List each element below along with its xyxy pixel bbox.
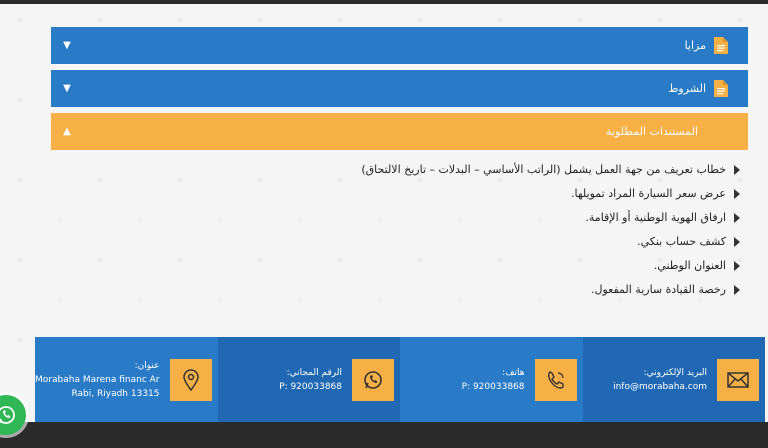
phone-text: هاتف: P: 920033868 — [461, 367, 525, 392]
contact-info-band — [35, 337, 765, 422]
bullet-icon — [734, 237, 740, 247]
chevron-up-icon: ▲ — [63, 126, 71, 137]
chevron-down-icon: ▼ — [63, 40, 71, 51]
list-item: ارفاق الهوية الوطنية أو الإقامة. — [180, 211, 740, 225]
contact-address — [35, 337, 218, 422]
contact-phone — [400, 337, 583, 422]
email-text: البريد الإلكتروني: info@morabaha.com — [613, 367, 707, 392]
accordion-title — [668, 80, 728, 97]
chevron-down-icon: ▼ — [63, 83, 71, 94]
contact-email — [583, 337, 766, 422]
document-icon — [714, 80, 728, 97]
list-item: كشف حساب بنكي. — [180, 235, 740, 249]
accordion-advantages[interactable] — [51, 27, 748, 64]
phone-icon — [535, 359, 577, 401]
top-bar — [0, 0, 768, 4]
phone-number[interactable]: P: 920033868 — [461, 381, 525, 392]
whatsapp-icon — [0, 404, 17, 426]
bullet-icon — [734, 285, 740, 295]
accordion-required-documents[interactable] — [51, 113, 748, 150]
list-item: عرض سعر السيارة المراد تمويلها. — [180, 187, 740, 201]
footer — [0, 422, 768, 448]
accordion-title — [685, 37, 728, 54]
required-documents-list — [180, 163, 740, 307]
tollfree-number[interactable]: P: 920033868 — [279, 381, 342, 392]
accordion-documents-label: المستندات المطلوبة — [606, 125, 698, 138]
bullet-icon — [734, 261, 740, 271]
list-item: رخصة القيادة سارية المفعول. — [180, 283, 740, 297]
accordion-terms[interactable] — [51, 70, 748, 107]
bullet-icon — [734, 213, 740, 223]
list-item: خطاب تعريف من جهة العمل يشمل (الراتب الأساسي – البدلات – تاريخ الالتحاق) — [180, 163, 740, 177]
email-link[interactable]: info@morabaha.com — [613, 381, 707, 392]
bullet-icon — [734, 165, 740, 175]
address-text: عنوان: Morabaha Marena financ Ar Rabi, Riyadh 13315 — [35, 360, 160, 399]
location-pin-icon — [170, 359, 212, 401]
whatsapp-icon — [352, 359, 394, 401]
envelope-icon — [717, 359, 759, 401]
contact-tollfree — [218, 337, 401, 422]
list-item: العنوان الوطني. — [180, 259, 740, 273]
tollfree-text: الرقم المجاني: P: 920033868 — [279, 367, 342, 392]
bullet-icon — [734, 189, 740, 199]
accordion-advantages-label: مزايا — [684, 39, 706, 52]
accordion-title — [606, 125, 728, 138]
document-icon — [714, 37, 728, 54]
accordion-terms-label: الشروط — [668, 82, 706, 95]
